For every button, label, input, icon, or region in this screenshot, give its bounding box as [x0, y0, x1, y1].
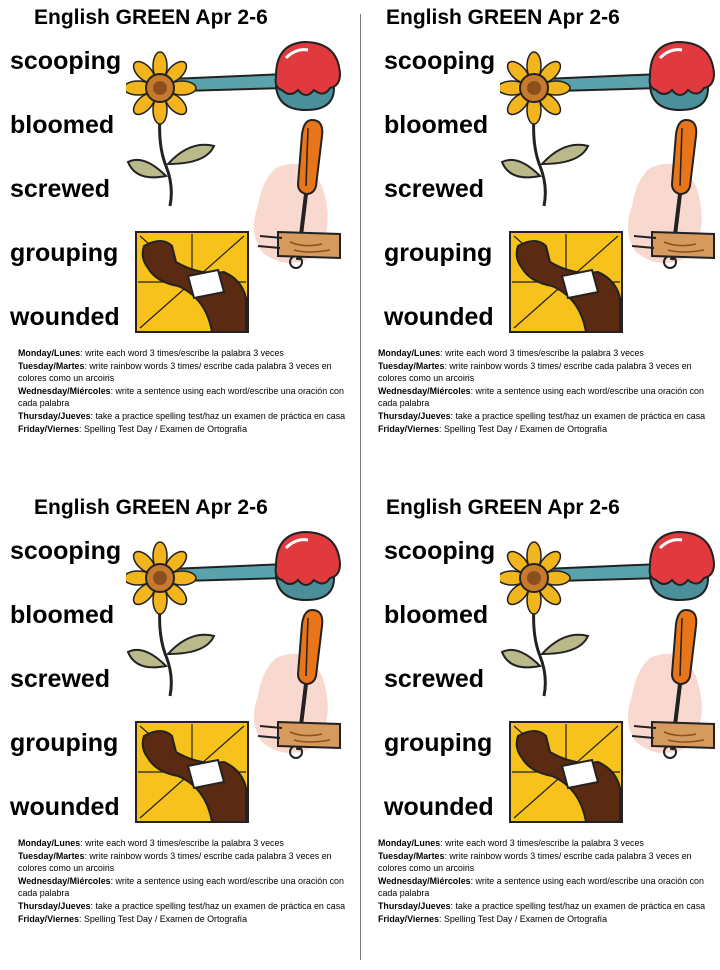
instruction-day: Wednesday/Miércoles — [378, 385, 471, 396]
instruction-text: : write each word 3 times/escribe la palabra 3 veces — [80, 838, 284, 848]
instruction-day: Monday/Lunes — [378, 838, 441, 848]
spelling-word: scooping — [384, 537, 496, 565]
spelling-word: wounded — [384, 793, 494, 821]
instruction-text: : write rainbow words 3 times/ escribe cada palabra 3 veces en colores como un arcoiris — [378, 850, 692, 874]
instruction-day: Wednesday/Miércoles — [378, 875, 471, 886]
instruction-text: : write rainbow words 3 times/ escribe cada palabra 3 veces en colores como un arcoiris — [378, 360, 692, 384]
instruction-text: : Spelling Test Day / Examen de Ortografía — [79, 423, 248, 434]
instruction-day: Tuesday/Martes — [378, 850, 445, 861]
instruction-day: Friday/Viernes — [18, 423, 80, 434]
spelling-word: grouping — [10, 239, 119, 267]
instruction-text: : write a sentence using each word/escribe una oración con cada palabra — [378, 385, 704, 409]
clipart-group — [500, 526, 720, 826]
instruction-day: Tuesday/Martes — [378, 360, 445, 371]
instruction-text: : write a sentence using each word/escribe una oración con cada palabra — [378, 875, 704, 899]
instruction-text: : write rainbow words 3 times/ escribe cada palabra 3 veces en colores como un arcoiris — [18, 360, 332, 384]
spelling-word: screwed — [384, 665, 485, 693]
instructions — [378, 347, 708, 435]
instruction-day: Monday/Lunes — [18, 838, 81, 848]
spelling-word: wounded — [10, 793, 120, 821]
screwdriver-icon — [628, 610, 714, 758]
instruction-day: Tuesday/Martes — [18, 850, 85, 861]
spelling-word: bloomed — [384, 601, 489, 629]
spelling-word: grouping — [10, 729, 119, 757]
spelling-word: bloomed — [384, 111, 489, 139]
screwdriver-icon — [254, 610, 340, 758]
bandaged-arm-icon — [136, 722, 248, 822]
spelling-word: screwed — [10, 175, 111, 203]
sunflower-icon — [500, 52, 588, 206]
sunflower-icon — [500, 542, 588, 696]
clipart-group — [500, 36, 720, 336]
instruction-day: Thursday/Jueves — [378, 410, 451, 421]
spelling-card — [0, 490, 360, 970]
instruction-text: : take a practice spelling test/haz un examen de práctica en casa — [450, 410, 706, 421]
instruction-day: Thursday/Jueves — [378, 900, 451, 911]
instructions — [18, 347, 348, 435]
spelling-word: wounded — [10, 303, 120, 331]
instruction-text: : Spelling Test Day / Examen de Ortografía — [439, 913, 608, 924]
instruction-day: Thursday/Jueves — [18, 410, 91, 421]
spelling-word: bloomed — [10, 601, 115, 629]
spelling-word: grouping — [384, 239, 493, 267]
spelling-word: scooping — [384, 47, 496, 75]
card-title: English GREEN Apr 2-6 — [386, 496, 620, 519]
vertical-divider — [360, 14, 361, 960]
bandaged-arm-icon — [510, 722, 622, 822]
spelling-word: wounded — [384, 303, 494, 331]
spelling-card — [374, 0, 720, 480]
instruction-day: Friday/Viernes — [378, 423, 440, 434]
instruction-day: Wednesday/Miércoles — [18, 385, 111, 396]
card-title: English GREEN Apr 2-6 — [34, 6, 268, 29]
instruction-text: : write each word 3 times/escribe la palabra 3 veces — [80, 348, 284, 358]
screwdriver-icon — [628, 120, 714, 268]
spelling-word: scooping — [10, 47, 122, 75]
instruction-text: : Spelling Test Day / Examen de Ortografía — [79, 913, 248, 924]
spelling-card — [0, 0, 360, 480]
spelling-word: bloomed — [10, 111, 115, 139]
clipart-group — [126, 36, 352, 336]
instruction-day: Friday/Viernes — [18, 913, 80, 924]
instruction-text: : write each word 3 times/escribe la palabra 3 veces — [440, 838, 644, 848]
screwdriver-icon — [254, 120, 340, 268]
instruction-text: : write rainbow words 3 times/ escribe cada palabra 3 veces en colores como un arcoiris — [18, 850, 332, 874]
instruction-text: : take a practice spelling test/haz un examen de práctica en casa — [450, 900, 706, 911]
instruction-text: : take a practice spelling test/haz un examen de práctica en casa — [90, 900, 346, 911]
card-title: English GREEN Apr 2-6 — [386, 6, 620, 29]
instruction-day: Friday/Viernes — [378, 913, 440, 924]
card-title: English GREEN Apr 2-6 — [34, 496, 268, 519]
instruction-day: Tuesday/Martes — [18, 360, 85, 371]
instruction-day: Wednesday/Miércoles — [18, 875, 111, 886]
spelling-card — [374, 490, 720, 970]
instruction-day: Monday/Lunes — [18, 348, 81, 358]
spelling-word: grouping — [384, 729, 493, 757]
spelling-word: scooping — [10, 537, 122, 565]
sunflower-icon — [126, 542, 214, 696]
instruction-day: Thursday/Jueves — [18, 900, 91, 911]
instructions — [18, 837, 348, 925]
bandaged-arm-icon — [136, 232, 248, 332]
instructions — [378, 837, 708, 925]
instruction-text: : write each word 3 times/escribe la palabra 3 veces — [440, 348, 644, 358]
bandaged-arm-icon — [510, 232, 622, 332]
spelling-word: screwed — [384, 175, 485, 203]
clipart-group — [126, 526, 352, 826]
instruction-text: : Spelling Test Day / Examen de Ortografía — [439, 423, 608, 434]
instruction-text: : take a practice spelling test/haz un examen de práctica en casa — [90, 410, 346, 421]
sunflower-icon — [126, 52, 214, 206]
instruction-text: : write a sentence using each word/escribe una oración con cada palabra — [18, 875, 344, 899]
spelling-word: screwed — [10, 665, 111, 693]
instruction-text: : write a sentence using each word/escribe una oración con cada palabra — [18, 385, 344, 409]
instruction-day: Monday/Lunes — [378, 348, 441, 358]
